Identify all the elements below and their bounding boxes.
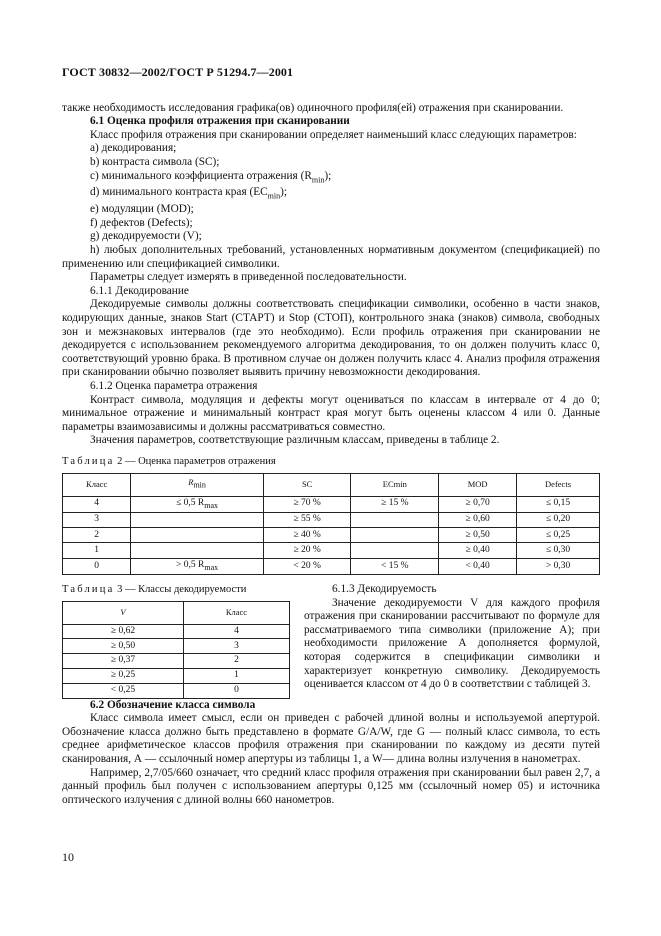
section-6-1-title: 6.1 Оценка профиля отражения при сканировании [90, 115, 350, 128]
section-6-1-1-title: 6.1.1 Декодирование [90, 284, 189, 297]
table-row [63, 654, 290, 669]
table-row [63, 639, 290, 654]
col-sc: SC [263, 473, 351, 496]
col-rmin: $R_{min}$ [131, 473, 263, 496]
cell: ≥ 0,37 [63, 654, 184, 669]
cell [131, 543, 263, 558]
cell: ≥ 0,50 [439, 528, 517, 543]
cell: ≥ 70 % [263, 496, 351, 512]
cell: ≥ 0,62 [63, 624, 184, 639]
page-number: 10 [62, 850, 74, 864]
cell: 2 [63, 528, 131, 543]
table-row [63, 496, 600, 512]
table-3-caption: Таблица 3 — Классы декодируемости [62, 584, 247, 596]
cell: ≤ 0,15 [517, 496, 600, 512]
cell: < 0,25 [63, 683, 184, 698]
cell: ≥ 40 % [263, 528, 351, 543]
cell: < 15 % [351, 558, 439, 574]
section-6-1-2-text: Контраст символа, модуляция и дефекты могут оцениваться по классам в интервале от 4 до 0; минимальное отражение и минимальный контраст края могут быть оценены классом 4 или 0. Данные параметры взаимозависимы и должны рассматриваться совместно. [62, 393, 600, 433]
list-item-g: g) декодируемости (V); [90, 230, 202, 243]
cell: ≥ 0,50 [63, 639, 184, 654]
cell: < 20 % [263, 558, 351, 574]
table-row [63, 528, 600, 543]
cell [351, 528, 439, 543]
cell: 1 [63, 543, 131, 558]
section-6-1-2-title: 6.1.2 Оценка параметра отражения [90, 379, 258, 392]
table-header-row [63, 601, 290, 624]
col-ecmin: ECmin [351, 473, 439, 496]
cell [131, 513, 263, 528]
list-item-c: с) минимального коэффициента отражения $(R_{min})$; [90, 169, 332, 184]
list-item-f: f) дефектов (Defects); [90, 216, 193, 229]
cell [131, 528, 263, 543]
table-2 [62, 473, 600, 576]
cell: < 0,40 [439, 558, 517, 574]
cell: ≥ 55 % [263, 513, 351, 528]
cell: > 0,5 $R_{max}$ [131, 558, 263, 574]
table-row [63, 624, 290, 639]
section-6-1-3-title: 6.1.3 Декодируемость [332, 583, 437, 596]
col-defects: Defects [517, 473, 600, 496]
cell: ≤ 0,20 [517, 513, 600, 528]
two-column-block [62, 583, 600, 699]
cell: 0 [183, 683, 289, 698]
cell: > 0,30 [517, 558, 600, 574]
col-mod: MOD [439, 473, 517, 496]
cell: ≤ 0,30 [517, 543, 600, 558]
cell: ≥ 15 % [351, 496, 439, 512]
cell: 4 [63, 496, 131, 512]
table-3-column [62, 583, 290, 699]
section-6-1-2-text-2: Значения параметров, соответствующие различным классам, приведены в таблице 2. [90, 434, 500, 447]
table-2-caption: Таблица 2 — Оценка параметров отражения [62, 455, 276, 467]
cell: 1 [183, 669, 289, 684]
document-page [62, 66, 600, 807]
params-note: Параметры следует измерять в приведенной последовательности. [90, 271, 407, 284]
cell: 3 [63, 513, 131, 528]
table-row [63, 683, 290, 698]
col-klass: Класс [183, 601, 289, 624]
cell: 4 [183, 624, 289, 639]
section-6-2-title: 6.2 Обозначение класса символа [90, 698, 256, 711]
section-6-1-lead: Класс профиля отражения при сканировании определяет наименьший класс следующих параметров: [90, 128, 577, 141]
cell: ≥ 0,60 [439, 513, 517, 528]
list-item-e: е) модуляции (MOD); [90, 203, 194, 216]
cell: 0 [63, 558, 131, 574]
section-6-1-1-text: Декодируемые символы должны соответствовать спецификации символики, особенно в части знаков, кодирующих данные, знаков Start (СТАРТ) и Stop (СТОП), контрольного знака (знаков) символа, свободных зон и межзнаковых интервалов (где это необходимо). Если профиль отражения при сканировании не декодируется с использованием рекомендуемого алгоритма декодирования, то он должен получить класс 0, соответствующий уровню брака. В противном случае он должен получить класс 4. Анализ профиля отражения при сканировании обычно позволяет выявить причину невозможности декодирования. [62, 298, 600, 379]
list-item-d: d) минимального контраста края $(EC_{min})$; [90, 186, 288, 201]
table-row [63, 543, 600, 558]
section-6-2-text: Класс символа имеет смысл, если он приведен с рабочей длиной волны и используемой апертурой. Обозначение класса должно быть представлено в формате G/A/W, где G — полный класс символа, то есть среднее арифметическое классов профиля отражения при сканировании по каждому из десяти путей сканирования, А — ссылочный номер апертуры из таблицы 1, а W— длина волны излучения в нанометрах. [62, 712, 600, 766]
section-6-1-3-text: Значение декодируемости V для каждого профиля отражения при сканировании рассчитывают по формуле для рассматриваемого типа символики (приложение А); при необходимости приложение А дополняется формулой, которая содержится в спецификации символики и характеризует конкретную символику. Декодируемость оценивается классом от 4 до 0 в соответствии с таблицей 3. [304, 596, 600, 691]
cell [351, 513, 439, 528]
table-3 [62, 601, 290, 699]
cell: ≥ 0,70 [439, 496, 517, 512]
cell: 3 [183, 639, 289, 654]
intro-paragraph: также необходимость исследования графика(ов) одиночного профиля(ей) отражения при сканировании. [62, 101, 564, 114]
list-item-a: а) декодирования; [90, 142, 177, 155]
cell: ≤ 0,5 $R_{max}$ [131, 496, 263, 512]
cell: ≤ 0,25 [517, 528, 600, 543]
list-item-b: b) контраста символа (SC); [90, 155, 220, 168]
cell: ≥ 0,25 [63, 669, 184, 684]
document-header: ГОСТ 30832—2002/ГОСТ Р 51294.7—2001 [62, 65, 294, 79]
table-row [63, 669, 290, 684]
cell: ≥ 20 % [263, 543, 351, 558]
table-row [63, 513, 600, 528]
section-6-1-3-column [304, 583, 600, 699]
cell [351, 543, 439, 558]
table-header-row [63, 473, 600, 496]
cell: 2 [183, 654, 289, 669]
cell: ≥ 0,40 [439, 543, 517, 558]
section-6-2-example: Например, 2,7/05/660 означает, что средний класс профиля отражения при сканировании был равен 2,7, а данный профиль был получен с использованием апертуры 0,125 мм (ссылочный номер 05) и источника оптического излучения с длиной волны 660 нанометров. [62, 766, 600, 806]
list-item-h: h) любых дополнительных требований, установленных нормативным документом (спецификацией) по применению или спецификацией символики. [62, 244, 600, 270]
col-v: V [63, 601, 184, 624]
col-klass: Класс [63, 473, 131, 496]
table-row [63, 558, 600, 574]
